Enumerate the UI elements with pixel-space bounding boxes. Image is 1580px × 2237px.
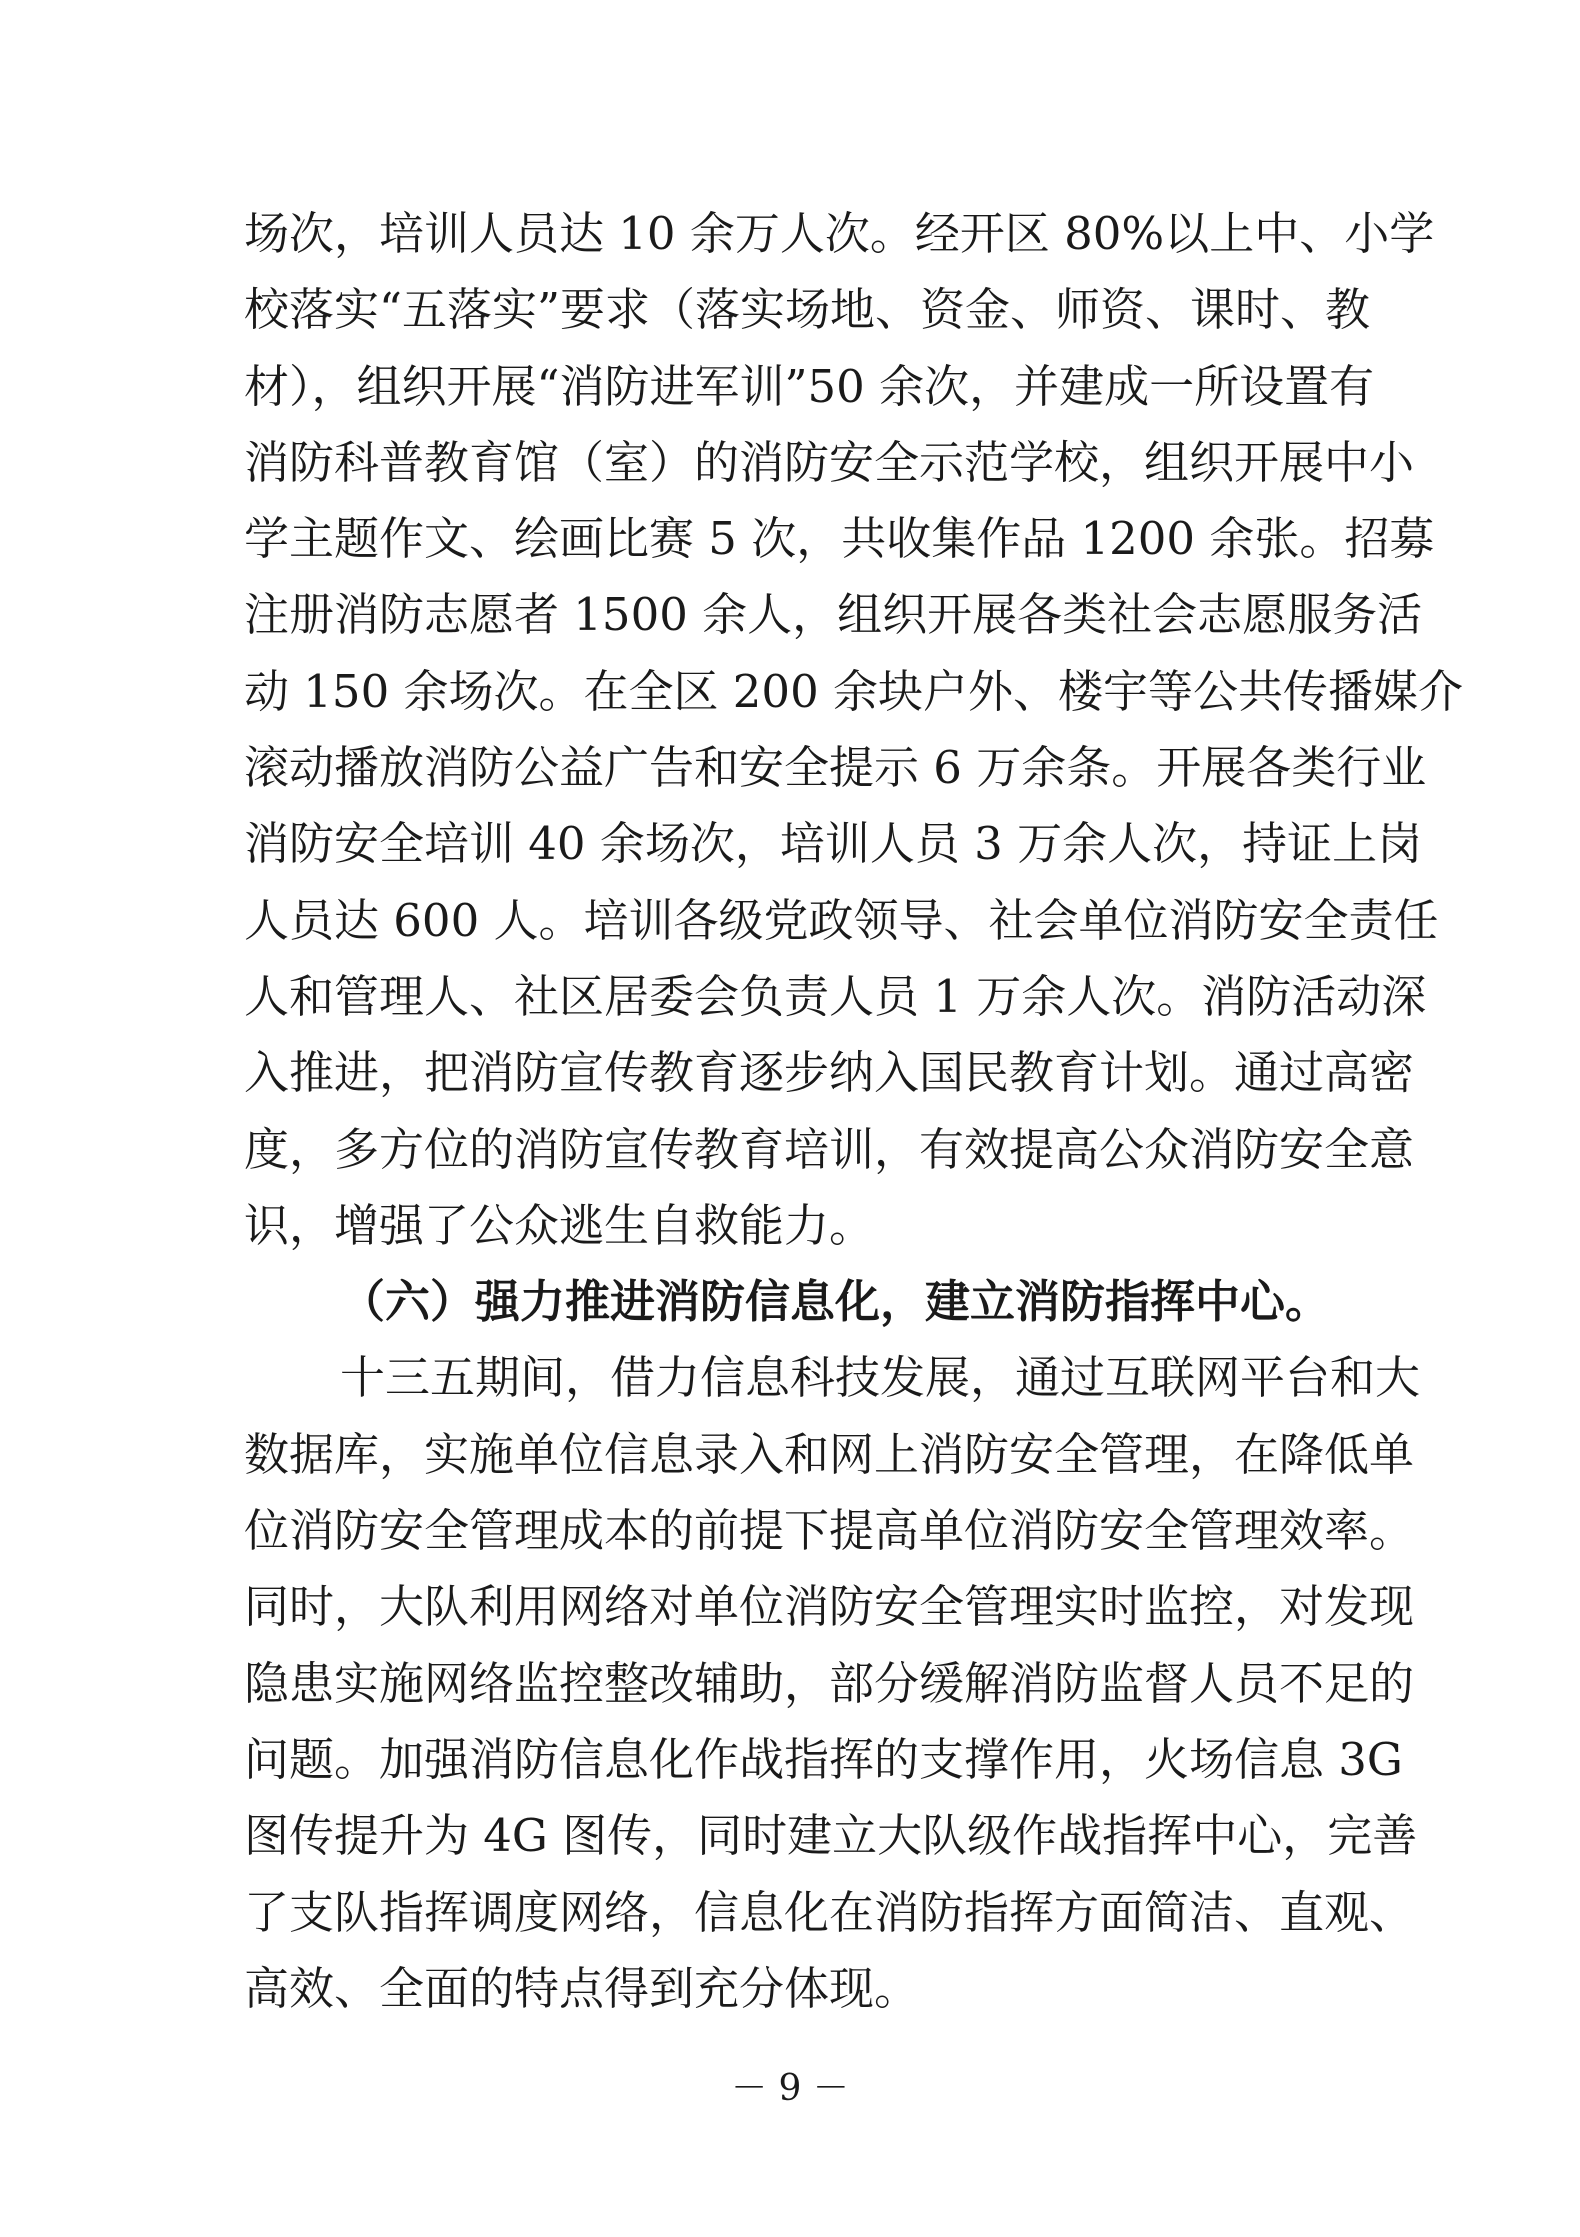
text-line: 入推进，把消防宣传教育逐步纳入国民教育计划。通过高密 — [244, 1046, 1415, 1100]
text-line: 高效、全面的特点得到充分体现。 — [244, 1961, 920, 2015]
text-line: 位消防安全管理成本的前提下提高单位消防安全管理效率。 — [244, 1504, 1415, 1558]
section-heading: （六）强力推进消防信息化，建立消防指挥中心。 — [340, 1275, 1331, 1329]
text-line: 场次，培训人员达 10 余万人次。经开区 80%以上中、小学 — [244, 207, 1435, 260]
text-line: 注册消防志愿者 1500 余人，组织开展各类社会志愿服务活 — [244, 588, 1423, 642]
text-line: 人和管理人、社区居委会负责人员 1 万余人次。消防活动深 — [244, 969, 1427, 1023]
text-line: 隐患实施网络监控整改辅助，部分缓解消防监督人员不足的 — [244, 1656, 1415, 1710]
text-line: 了支队指挥调度网络，信息化在消防指挥方面简洁、直观、 — [244, 1885, 1415, 1939]
text-line: 滚动播放消防公益广告和安全提示 6 万余条。开展各类行业 — [244, 741, 1427, 795]
body-text — [244, 196, 1464, 2027]
text-line: 人员达 600 人。培训各级党政领导、社会单位消防安全责任 — [244, 893, 1439, 947]
text-line: 材），组织开展“消防进军训”50 余次，并建成一所设置有 — [244, 359, 1375, 413]
text-line: 校落实“五落实”要求（落实场地、资金、师资、课时、教 — [244, 283, 1371, 337]
text-line: 识，增强了公众逃生自救能力。 — [244, 1198, 875, 1252]
text-line: 学主题作文、绘画比赛 5 次，共收集作品 1200 余张。招募 — [244, 512, 1435, 566]
text-line: 动 150 余场次。在全区 200 余块户外、楼宇等公共传播媒介 — [244, 664, 1464, 718]
text-line: 消防安全培训 40 余场次，培训人员 3 万余人次，持证上岗 — [244, 817, 1423, 871]
text-line: 同时，大队利用网络对单位消防安全管理实时监控，对发现 — [244, 1580, 1415, 1634]
page-number: － 9 － — [731, 2068, 849, 2109]
text-line: 数据库，实施单位信息录入和网上消防安全管理，在降低单 — [244, 1427, 1415, 1481]
text-line: 图传提升为 4G 图传，同时建立大队级作战指挥中心，完善 — [244, 1809, 1418, 1863]
text-line: 十三五期间，借力信息科技发展，通过互联网平台和大 — [340, 1351, 1421, 1405]
text-line: 问题。加强消防信息化作战指挥的支撑作用，火场信息 3G — [244, 1732, 1403, 1786]
text-line: 度，多方位的消防宣传教育培训，有效提高公众消防安全意 — [244, 1122, 1415, 1176]
text-line: 消防科普教育馆（室）的消防安全示范学校，组织开展中小 — [244, 435, 1415, 489]
